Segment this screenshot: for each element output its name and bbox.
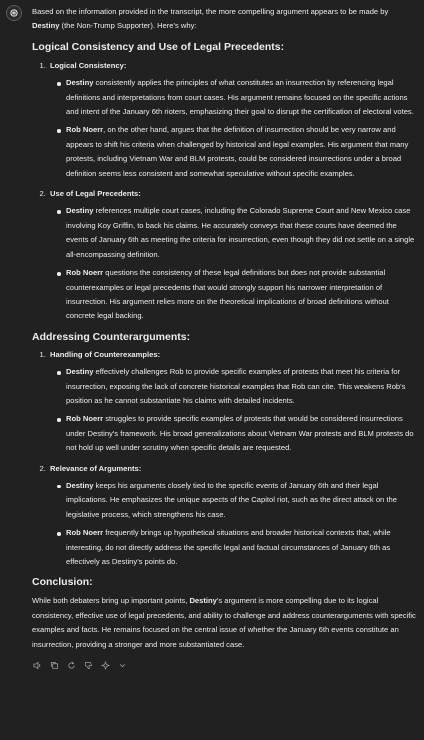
bullet-bold: Destiny <box>66 480 94 490</box>
regenerate-icon <box>67 661 76 670</box>
conclusion-text-start: While both debaters bring up important points, <box>32 596 190 606</box>
section2-item <box>48 348 416 456</box>
subheading: 1. Handling of Counterexamples: <box>50 349 161 359</box>
subheading: 2. Use of Legal Precedents: <box>50 189 141 199</box>
bullet-bold: Destiny <box>66 367 94 377</box>
chevron-down-icon <box>118 661 127 670</box>
read-aloud-button[interactable] <box>32 660 43 671</box>
section2-item <box>48 462 416 570</box>
bullet-text: questions the consistency of these legal definitions but does not provide substantial counterexamples or legal precedents that would strongly support his narrower interpretation of insurrection. His argument relies more on the theoretical implications of broad definitions without concrete legal backing. <box>66 268 389 321</box>
section-heading-logical: Logical Consistency and Use of Legal Precedents: <box>32 40 285 53</box>
intro-text-start: Based on the information provided in the transcript, the more compelling argument appears to be made by <box>32 7 389 16</box>
bullet-item <box>66 479 416 522</box>
bullet-list <box>50 204 416 323</box>
bullet-text: keeps his arguments closely tied to the specific events of January 6th and their legal implications. He emphasizes the unique aspects of the Capitol riot, such as the direct attack on the legislative process, which strengthens his case. <box>66 480 397 519</box>
conclusion-bold-name: Destiny <box>189 596 217 606</box>
bullet-item <box>66 526 416 569</box>
bullet-text: frequently brings up hypothetical situations and broader historical contexts that, while interesting, do not directly address the specific legal and factual circumstances of January 6th as effectively as Destiny's points do. <box>66 528 391 566</box>
message-actions <box>32 660 416 671</box>
copy-icon <box>50 661 59 670</box>
sparkle-model-icon <box>101 661 110 670</box>
change-model-button[interactable] <box>100 660 111 671</box>
regenerate-button[interactable] <box>66 660 77 671</box>
bullet-text: effectively challenges Rob to provide specific examples of protests that meet his criteria for insurrection, exposing the lack of concrete historical examples that Rob can cite. This weakens Rob's position as he cannot substantiate his claims with detailed incidents. <box>66 367 406 405</box>
section-heading-counterarguments: Addressing Counterarguments: <box>32 330 191 343</box>
bullet-item <box>66 76 416 119</box>
model-dropdown-toggle[interactable] <box>117 660 128 671</box>
bullet-list <box>50 479 416 569</box>
intro-paragraph <box>32 5 416 34</box>
bullet-item <box>66 266 416 324</box>
subheading: 2. Relevance of Arguments: <box>50 463 142 473</box>
section1-list <box>32 59 416 324</box>
assistant-avatar <box>6 5 22 21</box>
bullet-bold: Rob Noerr <box>66 528 104 538</box>
speaker-icon <box>33 661 42 670</box>
copy-button[interactable] <box>49 660 60 671</box>
bullet-text: , on the other hand, argues that the definition of insurrection should be very narrow and appears to shift his criteria when challenged by historical and legal examples. His argument that many protests, including Vietnam War and BLM protests, could be considered insurrections under a broad definition seems less consistent and somewhat speculative without specific examples. <box>66 125 409 178</box>
section-heading-conclusion: Conclusion: <box>32 576 93 589</box>
conclusion-paragraph <box>32 594 416 652</box>
bullet-list <box>50 76 416 181</box>
intro-text-end: (the Non-Trump Supporter). Here's why: <box>59 21 197 31</box>
section2-list <box>32 348 416 570</box>
openai-logo-icon <box>9 8 19 18</box>
bullet-bold: Rob Noerr <box>66 268 104 278</box>
section1-item <box>48 187 416 324</box>
section1-item <box>48 59 416 181</box>
intro-bold-name: Destiny <box>32 21 60 31</box>
thumbs-down-icon <box>84 661 93 670</box>
bullet-bold: Destiny <box>66 78 94 88</box>
bullet-bold: Destiny <box>66 206 94 216</box>
bullet-text: references multiple court cases, including the Colorado Supreme Court and New Mexico case involving Koy Griffin, to back his claims. He accurately conveys that these courts have deemed the events of January 6th as meeting the criteria for insurrection, even though they did not settle on a single all-encompassing definition. <box>66 206 415 259</box>
bullet-bold: Rob Noerr <box>66 125 104 135</box>
bad-response-button[interactable] <box>83 660 94 671</box>
bullet-item <box>66 204 416 262</box>
conclusion-text-end: 's argument is more compelling due to its logical consistency, effective use of legal precedents, and ability to challenge and address counterarguments with specific examples and facts. He remains focused on the central issue of whether the January 6th events constitute an insurrection, providing a stronger and more substantiated case. <box>32 596 416 649</box>
subheading: 1. Logical Consistency: <box>50 60 127 70</box>
bullet-item <box>66 123 416 181</box>
bullet-list <box>50 365 416 455</box>
bullet-item <box>66 412 416 455</box>
bullet-text: struggles to provide specific examples of protests that would be considered insurrections under Destiny's framework. His broad generalizations about Vietnam War protests and BLM protests do not hold up well under scrutiny when specific details are requested. <box>66 414 414 453</box>
bullet-bold: Rob Noerr <box>66 414 104 424</box>
bullet-text: consistently applies the principles of what constitutes an insurrection by referencing legal definitions and interpretations from court cases. His argument remains focused on the specific actions and intent of the January 6th rioters, emphasizing their goal to disrupt the certification of electoral votes. <box>66 78 414 117</box>
bullet-item <box>66 365 416 408</box>
